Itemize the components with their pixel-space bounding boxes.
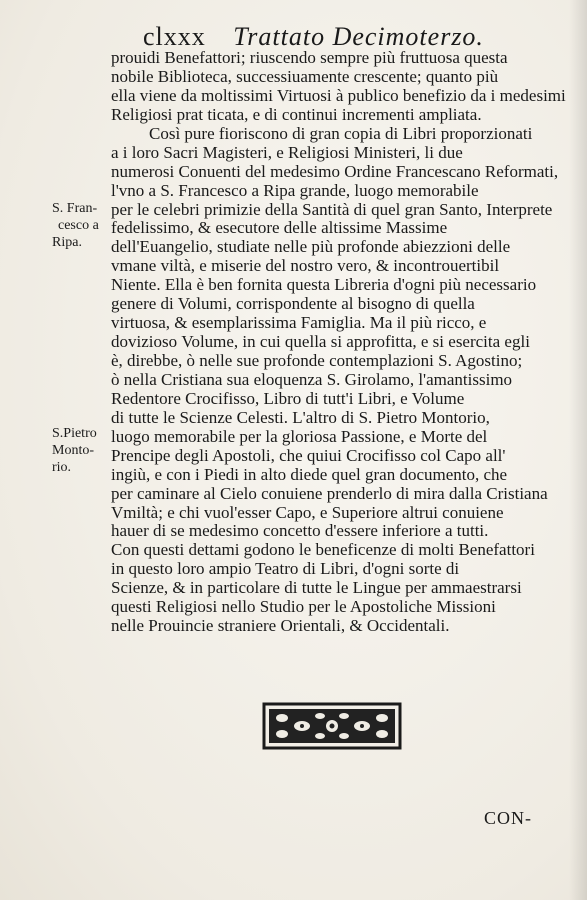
ornament-icon (262, 702, 402, 750)
text-line: dell'Euangelio, studiate nelle più profonde abiezzioni delle (111, 238, 511, 257)
text-line: vmane viltà, e miserie del nostro vero, & incontrouertibil (111, 257, 500, 276)
text-line: in questo loro ampio Teatro di Libri, d'ogni sorte di (111, 560, 460, 579)
margin-note-line: S. Fran- (52, 201, 98, 216)
text-line: ella viene da moltissimi Virtuosi à publico benefizio da i medesimi (111, 86, 566, 105)
text-line: doviziosο Volume, in cui quella si approfitta, e si esercita egli (111, 333, 530, 352)
text-line: fedelissimo, & esecutore delle altissime Massime (111, 219, 448, 238)
text-line: Redentore Crocifisso, Libro di tutt'i Libri, e Volume (111, 389, 465, 408)
text-line: nobile Biblioteca, successiuamente crescente; quanto più (111, 67, 499, 86)
text-line: ò nella Cristiana sua eloquenza S. Girolamo, l'amantissimo (111, 370, 513, 389)
margin-note-san-pietro (52, 425, 110, 476)
margin-note-line: cesco a (58, 218, 99, 233)
text-line: virtuosa, & esemplarissima Famiglia. Ma il più ricco, e (111, 314, 487, 333)
text-line: Scienze, & in particolare di tutte le Lingue per ammaestrarsi (111, 579, 522, 598)
text-line: per le celebri primizie della Santità di quel gran Santo, Interprete (111, 200, 553, 219)
running-title: Trattato Decimoterzo. (233, 22, 484, 51)
text-line: questi Religiosi nello Studio per le Apostoliche Missioni (111, 598, 496, 617)
text-line: hauer di se medesimo concetto d'essere inferiore a tutti. (111, 522, 489, 541)
text-line: genere di Volumi, corrispondente al bisogno di quella (111, 295, 475, 314)
text-line: è, direbbe, ò nelle sue profonde contemplazioni S. Agostino; (111, 352, 523, 370)
margin-note-line: Ripa. (52, 235, 82, 250)
margin-note-line: S.Pietro (52, 426, 97, 441)
text-line: Prencipe degli Apostoli, che quiui Crocifisso col Capo all' (111, 446, 506, 465)
text-line: prouidi Benefattori; riuscendo sempre più fruttuosa questa (111, 49, 508, 67)
text-line: Con questi dettami godono le beneficenze di molti Benefattori (111, 541, 535, 560)
text-line: Vmiltà; e chi vuol'esser Capo, e Superiore altrui conuiene (111, 503, 504, 522)
text-line: l'vno a S. Francesco a Ripa grande, luogo memorabile (111, 181, 479, 200)
margin-note-line: rio. (52, 460, 72, 475)
folio-number: clxxx (143, 22, 206, 51)
text-line: Niente. Ella è ben fornita questa Libreria d'ogni più necessario (111, 276, 537, 295)
text-line: Così pure fioriscono di gran copia di Libri proporzionati (149, 124, 533, 143)
text-line: luogo memorabile per la gloriosa Passione, e Morte del (111, 427, 488, 446)
text-line: Religiosi prat ticata, e di continui incrementi ampliata. (111, 105, 482, 124)
text-line: numerosi Conuenti del medesimo Ordine Francescano Reformati, (111, 162, 559, 181)
page-edge-shadow (569, 0, 587, 900)
catchword: CON- (484, 808, 532, 828)
text-line: a i loro Sacri Magisteri, e Religiosi Ministeri, li due (111, 143, 463, 162)
text-line: per caminare al Cielo conuiene prenderlo di mira dalla Cristiana (111, 484, 548, 503)
text-line: di tutte le Scienze Celesti. L'altro di S. Pietro Montorio, (111, 408, 490, 427)
margin-note-line: Monto- (52, 443, 94, 458)
text-line: nelle Prouincie straniere Orientali, & Occidentali. (111, 617, 450, 636)
text-line: ingiù, e con i Piedi in alto diede quel gran documento, che (111, 465, 508, 484)
body-text (111, 49, 571, 636)
margin-note-san-francesco (52, 200, 110, 251)
